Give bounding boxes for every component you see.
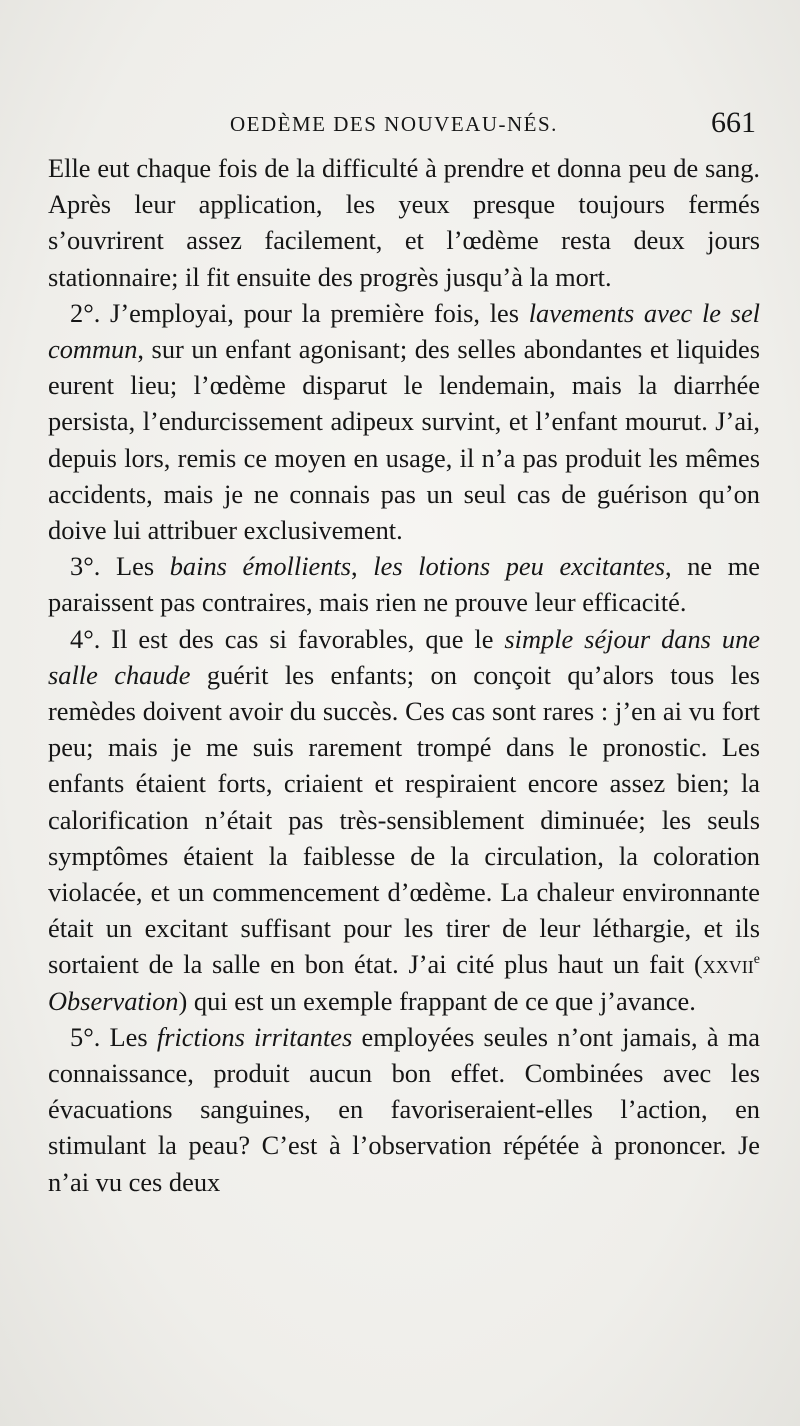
paragraph-3-number: 3°.: [70, 551, 101, 582]
paragraph-1: Elle eut chaque fois de la difficulté à prendre et donna peu de sang. Après leur application, les yeux presque toujours fermés s’ouvrirent assez facilement, et l’œdème resta deux jours stationnaire; il fit ensuite des progrès jusqu’à la mort.: [48, 153, 760, 292]
page-number: 661: [711, 106, 756, 139]
paragraph-3-italic-b: les lotions peu excitantes: [373, 551, 665, 582]
paragraph-4-text-a: Il est des cas si favorables, que le: [100, 623, 505, 654]
paragraph-2-italic: lavements avec le sel commun: [48, 297, 760, 365]
paragraph-4-italic-a: simple séjour dans une salle chaude: [48, 623, 760, 690]
paragraph-2-text-a: J’employai, pour la première fois, les: [100, 297, 529, 328]
paragraph-2-number: 2°.: [70, 297, 101, 328]
paragraph-4-text-b: guérit les enfants; on conçoit qu’alors tous les remèdes doivent avoir du succès. Ces cas sont rares : j’en ai vu fort peu; mais je me suis rarement trompé dans le pronostic. Les enfants étaient forts, criaient et respiraient encore assez bien; la calorification n’était pas très-sensiblement diminuée; les seuls symptômes étaient la faiblesse de la circulation, la coloration violacée, et un commencement d’œdème. La chaleur environnante était un excitant suffisant pour les tirer de leur léthargie, et ils sortaient de la salle en bon état. J’ai cité plus haut un fait (: [48, 659, 760, 980]
paragraph-3-text-c: , ne me paraissent pas contraires, mais rien ne prouve leur efficacité.: [48, 551, 760, 618]
paragraph-4-superscript: e: [753, 952, 760, 968]
paragraph-4-italic-b: Observation: [48, 985, 179, 1016]
paragraph-3-text-a: Les: [100, 551, 170, 582]
paragraph-2: [48, 295, 760, 548]
running-title: OEDÈME DES NOUVEAU-NÉS.: [230, 112, 558, 136]
paragraph-4-roman-numeral: xxvii: [702, 949, 754, 980]
paragraph-3-italic-a: bains émollients: [169, 551, 352, 582]
paragraph-4: [48, 621, 760, 1019]
page-header: [48, 108, 770, 148]
paragraph-5-text-a: Les: [100, 1021, 157, 1052]
paragraph-4-number: 4°.: [70, 623, 101, 654]
paragraph-5-number: 5°.: [70, 1021, 101, 1052]
paragraph-3: [48, 548, 760, 620]
body-text: [48, 150, 760, 1200]
paragraph-5-text-b: employées seules n’ont jamais, à ma connaissance, produit aucun bon effet. Combinées avec les évacuations sanguines, en favoriseraient-elles l’action, en stimulant la peau? C’est à l’observation répétée à prononcer. Je n’ai vu ces deux: [48, 1021, 760, 1197]
paragraph-2-text-b: , sur un enfant agonisant; des selles abondantes et liquides eurent lieu; l’œdème disparut le lendemain, mais la diarrhée persista, l’endurcissement adipeux survint, et l’enfant mourut. J’ai, depuis lors, remis ce moyen en usage, il n’a pas produit les mêmes accidents, mais je ne connais pas un seul cas de guérison qu’on doive lui attribuer exclusivement.: [48, 334, 760, 546]
paragraph-5-italic: frictions irritantes: [156, 1021, 353, 1052]
paragraph-5: [48, 1019, 760, 1200]
paragraph-3-text-b: ,: [351, 551, 374, 582]
paragraph-4-text-c: ) qui est un exemple frappant de ce que j’avance.: [178, 985, 696, 1016]
